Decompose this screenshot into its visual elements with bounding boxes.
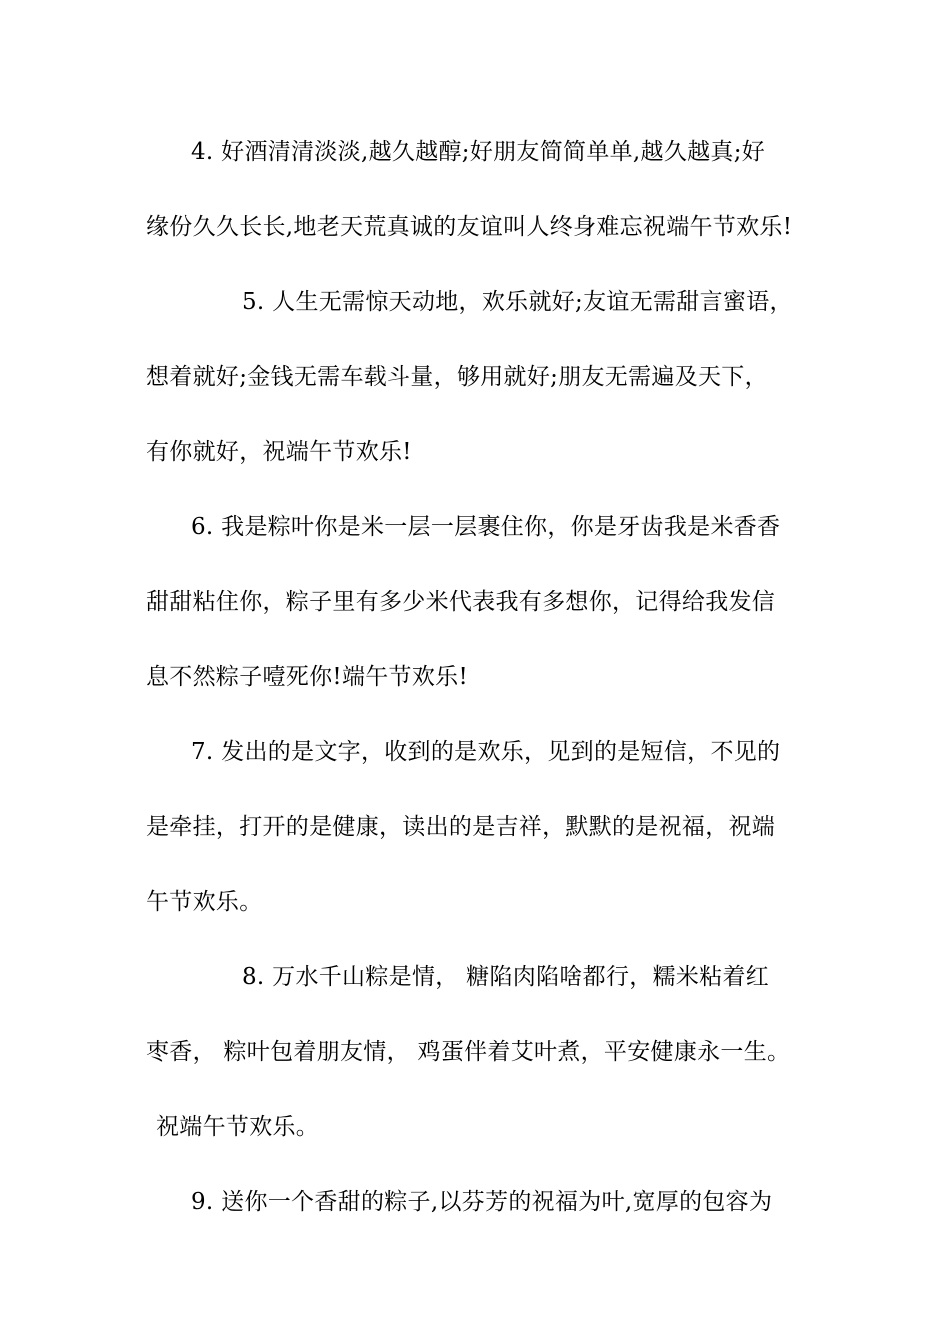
text-line: 枣香， 粽叶包着朋友情， 鸡蛋伴着艾叶煮，平安健康永一生。 — [146, 1039, 791, 1065]
text-line: 有你就好，祝端午节欢乐! — [146, 439, 412, 465]
text-line: 5. 人生无需惊天动地，欢乐就好;友谊无需甜言蜜语， — [242, 289, 793, 315]
text-line: 缘份久久长长,地老天荒真诚的友谊叫人终身难忘祝端午节欢乐! — [146, 214, 793, 240]
text-line: 4. 好酒清清淡淡,越久越醇;好朋友简简单单,越久越真;好 — [191, 139, 766, 165]
text-line: 午节欢乐。 — [146, 889, 263, 915]
text-line: 祝端午节欢乐。 — [156, 1114, 320, 1140]
text-line: 8. 万水千山粽是情， 糖陷肉陷啥都行，糯米粘着红 — [242, 964, 770, 990]
text-line: 7. 发出的是文字，收到的是欢乐，见到的是短信，不见的 — [191, 739, 781, 765]
text-line: 想着就好;金钱无需车载斗量，够用就好;朋友无需遍及天下， — [146, 364, 768, 390]
text-line: 6. 我是粽叶你是米一层一层裹住你，你是牙齿我是米香香 — [191, 514, 781, 540]
text-line: 甜甜粘住你，粽子里有多少米代表我有多想你，记得给我发信 — [146, 589, 776, 615]
text-line: 息不然粽子噎死你!端午节欢乐! — [146, 664, 468, 690]
text-line: 是牵挂，打开的是健康，读出的是吉祥，默默的是祝福，祝端 — [146, 814, 776, 840]
text-line: 9. 送你一个香甜的粽子,以芬芳的祝福为叶,宽厚的包容为 — [191, 1189, 773, 1215]
